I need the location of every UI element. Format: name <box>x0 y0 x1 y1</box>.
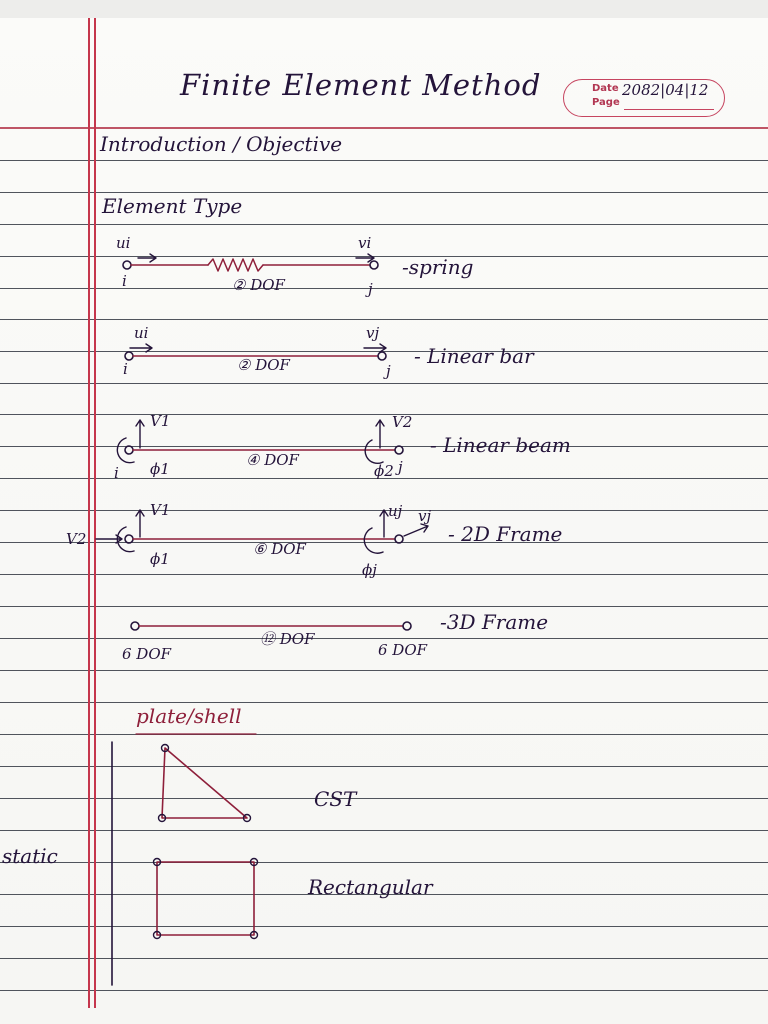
frame2d-type-label: - 2D Frame <box>448 522 563 546</box>
intro-heading: Introduction / Objective <box>100 132 343 156</box>
frame2d-v2-left-label: V2 <box>66 530 87 548</box>
frame2d-dof: ⑥ DOF <box>253 540 306 558</box>
spring-element-sketch <box>123 254 378 271</box>
beam-j-label: j <box>398 458 403 476</box>
element-type-heading: Element Type <box>102 194 243 218</box>
frame2d-uj-label: uj <box>388 502 403 520</box>
beam-phi2-label: ϕ2 <box>374 462 394 480</box>
date-value: 2082|04|12 <box>622 81 709 99</box>
spring-i-label: i <box>122 272 127 290</box>
bar-type-label: - Linear bar <box>414 344 534 368</box>
frame3d-left-dof: 6 DOF <box>122 645 172 663</box>
frame3d-right-dof: 6 DOF <box>378 641 428 659</box>
cst-triangle-sketch <box>159 745 251 822</box>
beam-i-label: i <box>114 464 119 482</box>
date-label: Date <box>592 83 619 94</box>
plate-shell-heading: plate/shell <box>136 704 242 728</box>
rectangular-label: Rectangular <box>308 875 433 899</box>
frame3d-dof: ⑫ DOF <box>260 630 315 648</box>
frame2d-vj-label: vj <box>418 507 432 525</box>
page-label: Page <box>592 97 620 108</box>
spring-vi-label: vi <box>358 234 372 252</box>
spring-type-label: -spring <box>402 255 474 279</box>
static-label: static <box>2 844 58 868</box>
bar-j-label: j <box>386 362 391 380</box>
cst-label: CST <box>314 787 357 811</box>
spring-j-label: j <box>368 280 373 298</box>
frame3d-type-label: -3D Frame <box>440 610 549 634</box>
beam-dof: ④ DOF <box>246 451 299 469</box>
bar-ui-label: ui <box>134 324 149 342</box>
bar-dof: ② DOF <box>237 356 290 374</box>
beam-v2-label: V2 <box>392 413 413 431</box>
beam-v1-label: V1 <box>150 412 171 430</box>
frame2d-phij-label: ϕj <box>362 561 377 579</box>
rectangular-element-sketch <box>154 859 258 939</box>
frame2d-v1-label: V1 <box>150 501 171 519</box>
frame2d-phi1-label: ϕ1 <box>150 550 170 568</box>
bar-i-label: i <box>123 360 128 378</box>
bar-vj-label: vj <box>366 324 380 342</box>
beam-phi1-label: ϕ1 <box>150 460 170 478</box>
beam-type-label: - Linear beam <box>430 433 571 457</box>
page-title: Finite Element Method <box>180 68 542 102</box>
spring-dof: ② DOF <box>232 276 285 294</box>
spring-ui-label: ui <box>116 234 131 252</box>
